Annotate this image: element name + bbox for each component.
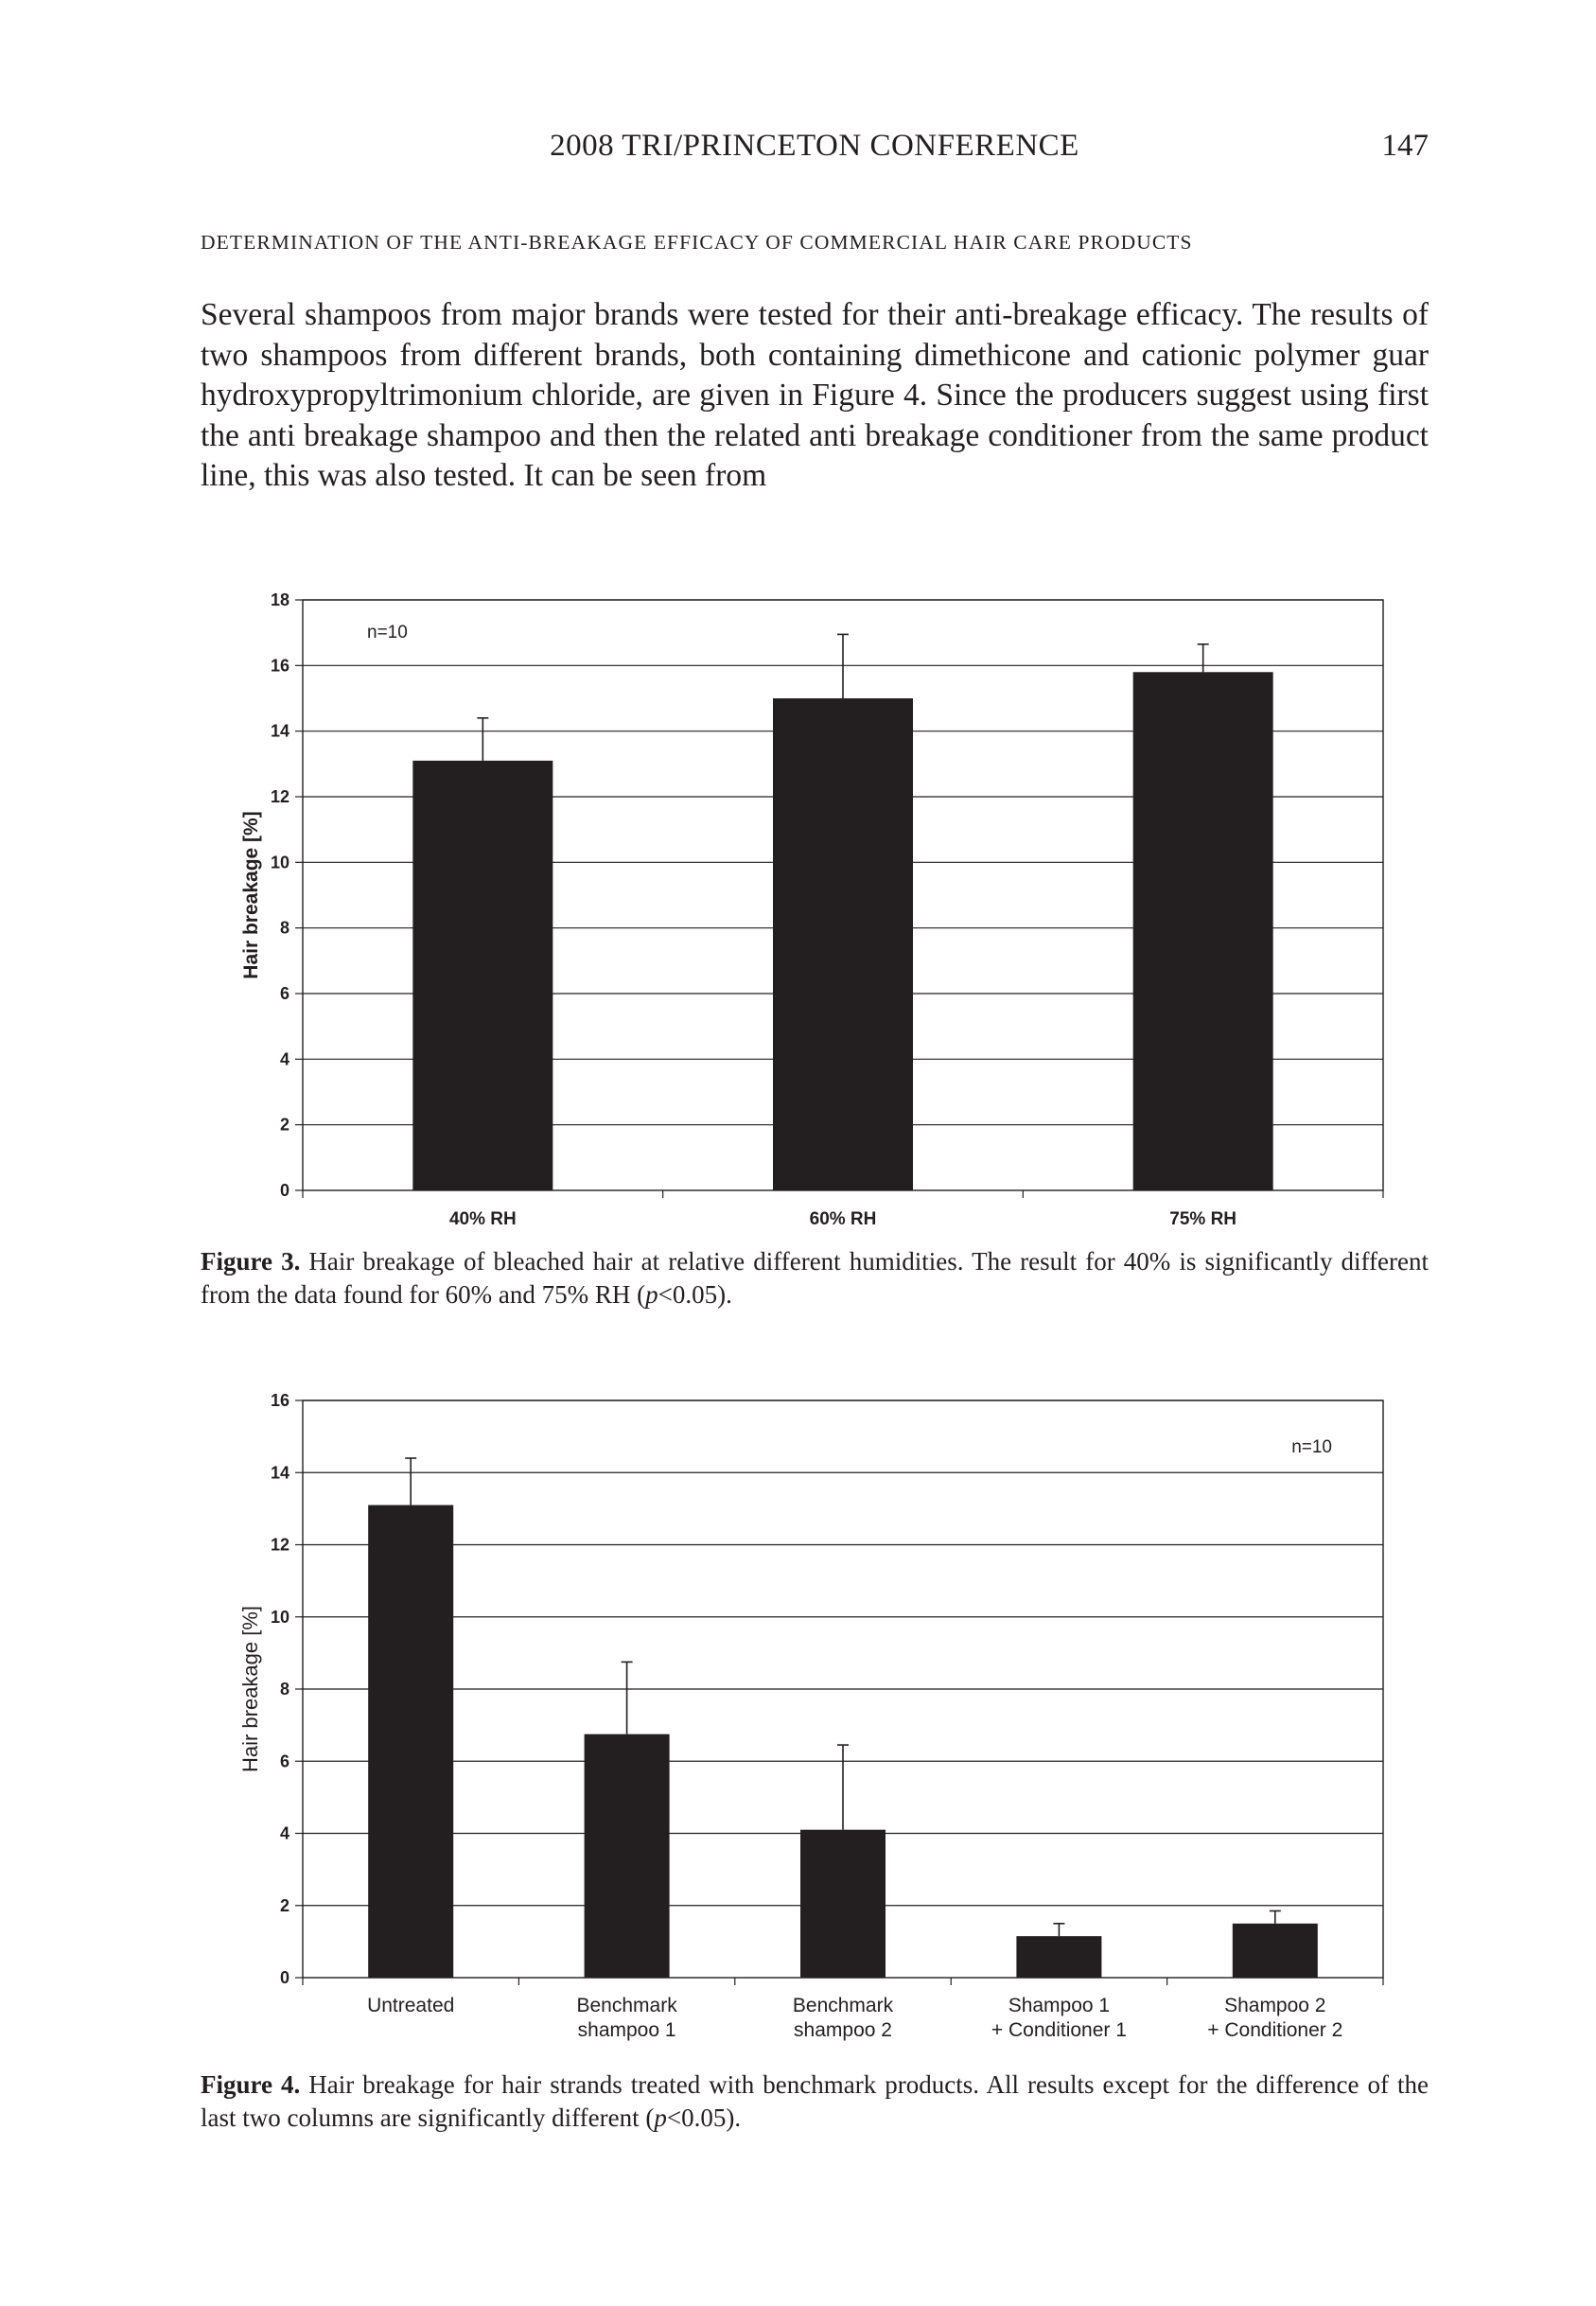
y-axis-label: Hair breakage [%] [240, 811, 262, 979]
sample-size-annotation: n=10 [1291, 1437, 1332, 1457]
bar [412, 761, 552, 1190]
y-tick-label: 4 [279, 1823, 289, 1843]
bar [1233, 1924, 1318, 1978]
y-tick-label: 6 [279, 984, 289, 1003]
x-category-label: 60% RH [809, 1209, 877, 1229]
x-category-label: 75% RH [1169, 1209, 1237, 1229]
y-tick-label: 4 [279, 1049, 289, 1069]
figure-4-p-symbol: p [654, 2104, 667, 2132]
figure-3-label: Figure 3. [201, 1247, 301, 1276]
figure-4-caption-text: Hair breakage for hair strands treated with benchmark products. All results except for the difference of the last two columns are significantly different ( [201, 2070, 1429, 2132]
section-heading: DETERMINATION OF THE ANTI-BREAKAGE EFFICACY OF COMMERCIAL HAIR CARE PRODUCTS [201, 231, 1193, 254]
bar [1133, 672, 1273, 1190]
x-category-label: shampoo 2 [794, 2019, 892, 2041]
figure-3-chart [218, 587, 1447, 1240]
body-paragraph: Several shampoos from major brands were tested for their anti-breakage efficacy. The results of two shampoos from different brands, both containing dimethicone and cationic polymer guar hydroxypropyltrimonium chloride, are given in Figure 4. Since the producers suggest using first the anti breakage shampoo and then the related anti breakage conditioner from the same product line, this was also tested. It can be seen from [201, 297, 1429, 493]
x-category-label: + Conditioner 1 [991, 2019, 1127, 2041]
y-tick-label: 2 [279, 1895, 289, 1915]
figure-4-chart [218, 1382, 1447, 2063]
figure-3-caption [201, 1245, 1429, 1311]
figure-3-caption-text: Hair breakage of bleached hair at relative different humidities. The result for 40% is significantly different from the data found for 60% and 75% RH ( [201, 1247, 1429, 1309]
bar [773, 698, 913, 1190]
figure-3-caption-end: <0.05). [658, 1280, 732, 1309]
y-tick-label: 6 [279, 1752, 289, 1771]
page-number: 147 [1381, 129, 1429, 163]
x-category-label: Benchmark [576, 1995, 677, 2016]
y-tick-label: 18 [270, 590, 289, 609]
figure-3-p-symbol: p [645, 1280, 658, 1309]
x-category-label: shampoo 1 [577, 2019, 676, 2041]
sample-size-annotation: n=10 [367, 623, 408, 643]
x-category-label: Shampoo 2 [1224, 1995, 1326, 2016]
y-tick-label: 16 [270, 1391, 289, 1410]
y-tick-label: 8 [279, 918, 289, 938]
y-tick-label: 0 [279, 1181, 289, 1200]
figure-4-caption [201, 2068, 1429, 2135]
bar [585, 1734, 670, 1978]
y-tick-label: 14 [270, 721, 289, 741]
x-category-label: + Conditioner 2 [1207, 2019, 1343, 2041]
bar [800, 1830, 886, 1978]
bar [1016, 1936, 1101, 1978]
bar [368, 1505, 453, 1978]
y-tick-label: 10 [270, 1607, 289, 1627]
figure-4-caption-end: <0.05). [666, 2104, 742, 2132]
figure-4-label: Figure 4. [201, 2070, 301, 2099]
y-tick-label: 16 [270, 656, 289, 676]
y-tick-label: 0 [279, 1968, 289, 1987]
running-head [201, 129, 1429, 170]
x-category-label: 40% RH [448, 1209, 517, 1229]
y-tick-label: 12 [270, 787, 289, 806]
y-tick-label: 2 [279, 1115, 289, 1135]
conference-title: 2008 TRI/PRINCETON CONFERENCE [550, 129, 1079, 163]
x-category-label: Untreated [367, 1995, 455, 2016]
y-axis-label: Hair breakage [%] [238, 1605, 262, 1773]
x-category-label: Shampoo 1 [1008, 1995, 1111, 2016]
y-tick-label: 12 [270, 1535, 289, 1555]
y-tick-label: 14 [270, 1463, 289, 1483]
y-tick-label: 10 [270, 853, 289, 872]
y-tick-label: 8 [279, 1680, 289, 1699]
x-category-label: Benchmark [792, 1995, 894, 2016]
